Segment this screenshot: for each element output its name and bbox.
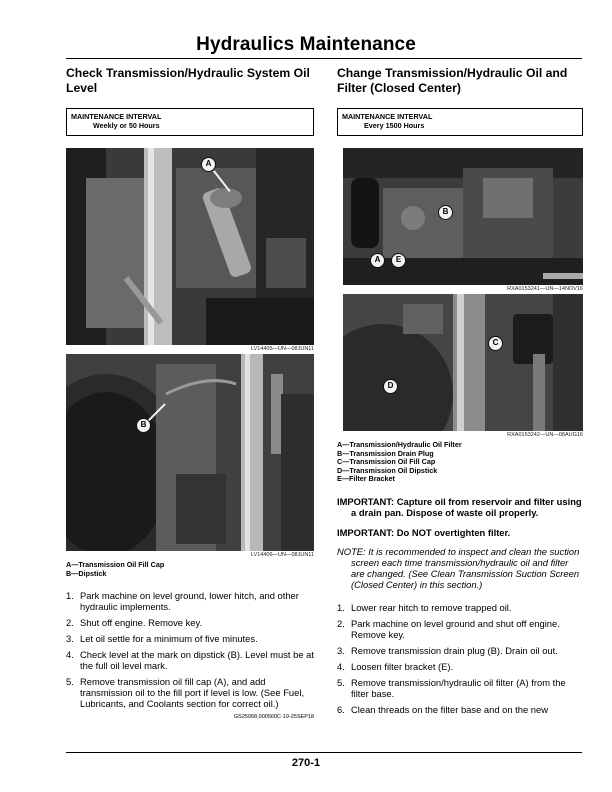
photo-dipstick	[66, 354, 314, 551]
page-number: 270-1	[291, 757, 321, 769]
procedure-steps	[337, 602, 583, 715]
page-title: Hydraulics Maintenance	[196, 34, 416, 55]
legend-item: D—Transmission Oil Dipstick	[337, 465, 438, 475]
step-item: 3. Remove transmission drain plug (B). Drain oil out.	[337, 644, 558, 656]
photo-caption: RXA0153241—UN—14NOV16	[507, 286, 583, 292]
note-text: NOTE: It is recommended to inspect and clean the suction screen each time transmission/hydraulic oil and filter are changed. (See Clean Transmission Suction Screen (Closed Center) in this section.)	[337, 545, 580, 590]
legend-item: E—Filter Bracket	[337, 474, 395, 484]
footer-divider	[66, 752, 582, 753]
photo-caption: RXA0153242—UN—08AUG16	[507, 432, 583, 438]
important-notice: IMPORTANT: Capture oil from reservoir and filter using a drain pan. Dispose of waste oil properly.	[337, 495, 582, 518]
left-column	[66, 66, 314, 720]
procedure-steps	[66, 590, 314, 709]
callout-e: E	[391, 253, 406, 268]
callout-b: B	[438, 205, 453, 220]
maintenance-interval-box	[337, 108, 583, 136]
step-item: 3. Let oil settle for a minimum of five minutes.	[66, 633, 258, 645]
legend-item: A—Transmission/Hydraulic Oil Filter	[337, 440, 462, 449]
important-notice: IMPORTANT: Do NOT overtighten filter.	[337, 526, 511, 538]
reference-code: GS25068,000560C-19-25SEP18	[233, 714, 314, 721]
step-item: 1. Lower rear hitch to remove trapped oil.	[337, 601, 512, 613]
right-column	[337, 66, 583, 720]
photo-dipstick-image	[66, 354, 314, 551]
step-item: 4. Loosen filter bracket (E).	[337, 660, 454, 672]
section-heading-change-oil: Change Transmission/Hydraulic Oil and Filter (Closed Center)	[337, 66, 568, 95]
step-item: 6. Clean threads on the filter base and on the new	[337, 703, 549, 715]
maintenance-interval-box	[66, 108, 314, 136]
photo-fill-cap	[66, 148, 314, 345]
callout-b: B	[136, 418, 151, 433]
interval-label: MAINTENANCE INTERVAL	[71, 112, 162, 121]
step-item: 2. Park machine on level ground and shut off engine. Remove key.	[337, 617, 560, 640]
photo-caption: LV14406—UN—08JUN11	[250, 552, 314, 558]
callout-a: A	[370, 253, 385, 268]
callout-a: A	[201, 157, 216, 172]
step-item: 1. Park machine on level ground, lower hitch, and other hydraulic implements.	[66, 590, 299, 613]
photo-caption: LV14405—UN—08JUN11	[250, 346, 314, 352]
figure-legend	[337, 441, 583, 484]
interval-value: Every 1500 Hours	[364, 121, 425, 130]
legend-item: A—Transmission Oil Fill Cap	[66, 560, 165, 569]
step-item: 2. Shut off engine. Remove key.	[66, 617, 203, 629]
figure-legend	[66, 561, 314, 578]
title-divider	[66, 58, 582, 59]
photo-fill-cap-image	[66, 148, 314, 345]
photo-fill-cap-dipstick-image	[343, 294, 583, 431]
legend-item: C—Transmission Oil Fill Cap	[337, 457, 436, 467]
callout-c: C	[488, 336, 503, 351]
photo-fill-cap-dipstick	[343, 294, 583, 431]
step-item: 4. Check level at the mark on dipstick (B). Level must be at the full oil level mark.	[66, 649, 314, 672]
legend-item: B—Transmission Drain Plug	[337, 448, 434, 458]
callout-d: D	[383, 379, 398, 394]
interval-value: Weekly or 50 Hours	[93, 121, 160, 130]
legend-item: B—Dipstick	[66, 568, 107, 578]
section-heading-check-oil: Check Transmission/Hydraulic System Oil Level	[66, 66, 310, 95]
photo-filter-drain	[343, 148, 583, 285]
step-item: 5. Remove transmission oil fill cap (A), and add transmission oil to the fill port if level is low. (See Fuel, Lubricants, and Coolants section for correct oil.)	[66, 676, 305, 710]
step-item: 5. Remove transmission/hydraulic oil filter (A) from the filter base.	[337, 676, 566, 699]
interval-label: MAINTENANCE INTERVAL	[342, 112, 433, 121]
